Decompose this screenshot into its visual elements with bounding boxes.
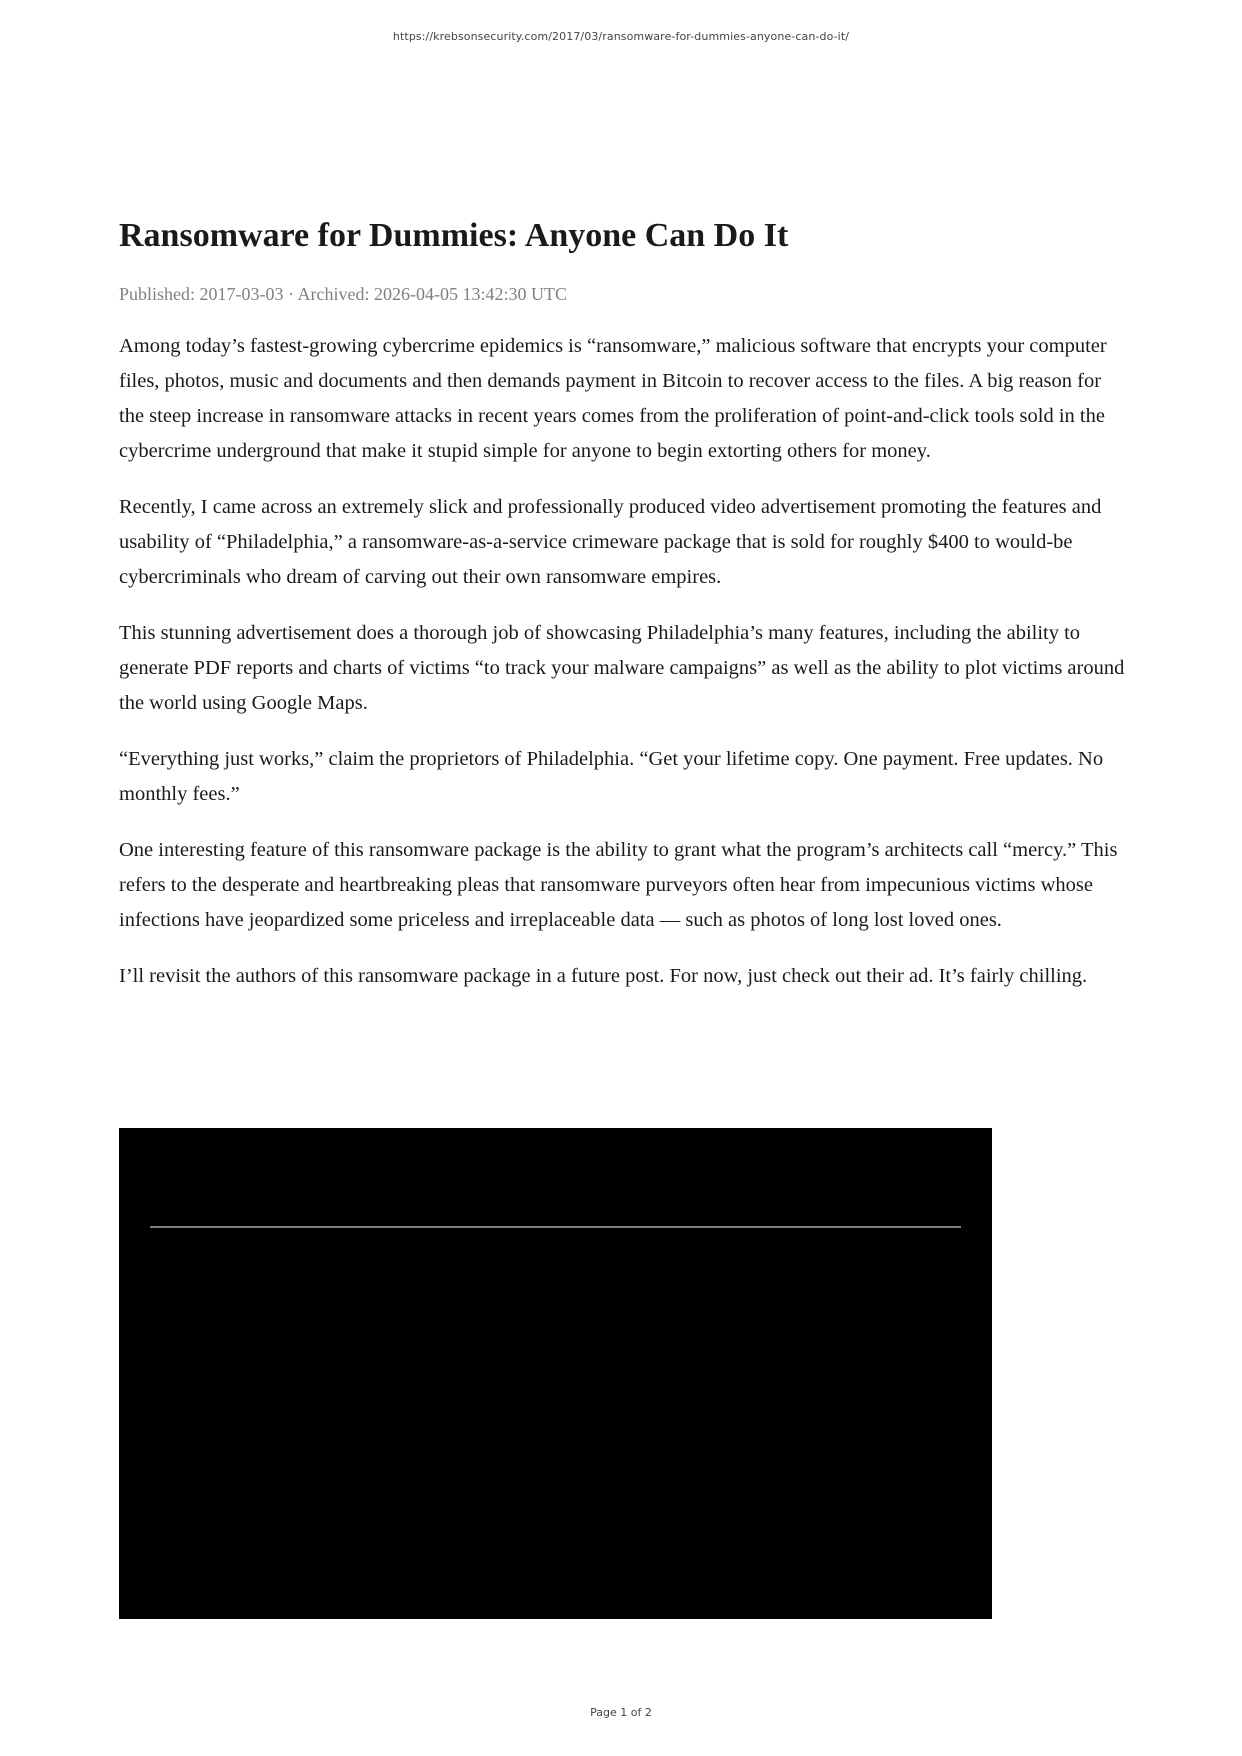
article <box>119 212 1129 1015</box>
article-paragraph: Recently, I came across an extremely slick and professionally produced video advertisement promoting the features and usability of “Philadelphia,” a ransomware-as-a-service crimeware package that is sold for roughly $400 to would-be cybercriminals who dream of carving out their own ransomware empires. <box>119 496 1102 588</box>
article-paragraph: Among today’s fastest-growing cybercrime epidemics is “ransomware,” malicious software that encrypts your computer files, photos, music and documents and then demands payment in Bitcoin to recover access to the files. A big reason for the steep increase in ransomware attacks in recent years comes from the proliferation of point-and-click tools sold in the cybercrime underground that make it stupid simple for anyone to begin extorting others for money. <box>119 335 1107 462</box>
video-embed[interactable] <box>119 1128 992 1619</box>
article-paragraph: I’ll revisit the authors of this ransomware package in a future post. For now, just check out their ad. It’s fairly chilling. <box>119 965 1088 987</box>
article-paragraph: “Everything just works,” claim the proprietors of Philadelphia. “Get your lifetime copy. One payment. Free updates. No monthly fees.” <box>119 748 1104 805</box>
article-paragraph: One interesting feature of this ransomware package is the ability to grant what the program’s architects call “mercy.” This refers to the desperate and heartbreaking pleas that ransomware purveyors often hear from impecunious victims whose infections have jeopardized some priceless and irreplaceable data — such as photos of long lost loved ones. <box>119 839 1118 931</box>
page-url: https://krebsonsecurity.com/2017/03/ransomware-for-dummies-anyone-can-do-it/ <box>392 30 850 43</box>
article-title: Ransomware for Dummies: Anyone Can Do It <box>119 217 789 254</box>
page-number: Page 1 of 2 <box>590 1706 652 1719</box>
article-meta: Published: 2017-03-03 · Archived: 2026-04-05 13:42:30 UTC <box>119 284 567 304</box>
video-divider-line <box>150 1226 961 1228</box>
article-body <box>119 329 1129 994</box>
article-paragraph: This stunning advertisement does a thorough job of showcasing Philadelphia’s many features, including the ability to generate PDF reports and charts of victims “to track your malware campaigns” as well as the ability to plot victims around the world using Google Maps. <box>119 622 1125 714</box>
